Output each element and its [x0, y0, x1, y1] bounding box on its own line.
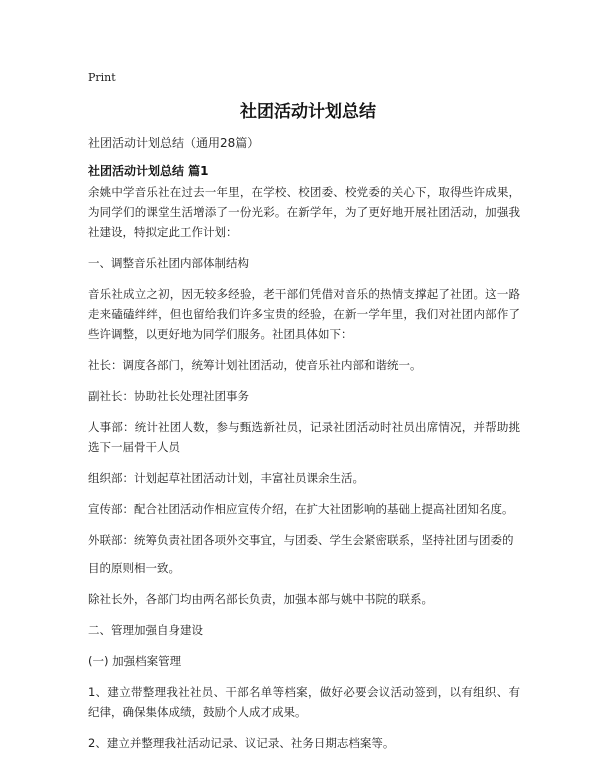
subheading-archives: (一) 加强档案管理: [88, 654, 182, 668]
role-president: 社长：调度各部门，统筹计划社团活动，使音乐社内部和谐统一。: [88, 358, 422, 372]
page-title: 社团活动计划总结: [240, 102, 376, 122]
role-external: 外联部：统筹负责社团各项外交事宜，与团委、学生会紧密联系，坚持社团与团委的: [88, 533, 514, 547]
document-body: [88, 182, 520, 764]
heading-management: 二、管理加强自身建设: [88, 623, 203, 637]
heading-restructure: 一、调整音乐社团内部体制结构: [88, 256, 249, 270]
document-subtitle: 社团活动计划总结（通用28篇）: [88, 136, 260, 150]
list-item-1: 1、建立带整理我社社员、干部名单等档案，做好必要会议活动签到，以有组织、有纪律，确保集体成绩，鼓励个人成才成果。: [88, 685, 520, 719]
print-link[interactable]: Print: [88, 71, 116, 84]
role-publicity: 宣传部：配合社团活动作相应宣传介绍，在扩大社团影响的基础上提高社团知名度。: [88, 502, 514, 516]
paragraph-ministers: 除社长外，各部门均由两名部长负责，加强本部与姚中书院的联系。: [88, 592, 433, 606]
section-heading: 社团活动计划总结 篇1: [88, 164, 209, 178]
role-vice-president: 副社长：协助社长处理社团事务: [88, 389, 249, 403]
paragraph-intro: 余姚中学音乐社在过去一年里，在学校、校团委、校党委的关心下，取得些许成果，为同学们的课堂生活增添了一份光彩。在新学年，为了更好地开展社团活动，加强我社建设，特拟定此工作计划：: [88, 185, 520, 239]
paragraph-history: 音乐社成立之初，因无较多经验，老干部们凭借对音乐的热情支撑起了社团。这一路走来磕磕绊绊，但也留给我们许多宝贵的经验，在新一学年里，我们对社团内部作了些许调整，以更好地为同学们服务。社团具体如下：: [88, 287, 520, 341]
list-item-2: 2、建立并整理我社活动记录、议记录、社务日期志档案等。: [88, 736, 395, 750]
role-organization: 组织部：计划起草社团活动计划，丰富社员课余生活。: [88, 471, 364, 485]
role-personnel: 人事部：统计社团人数，参与甄选新社员，记录社团活动时社员出席情况，并帮助挑选下一届骨干人员: [88, 420, 520, 454]
role-external-continued: 目的原则相一致。: [88, 561, 180, 575]
